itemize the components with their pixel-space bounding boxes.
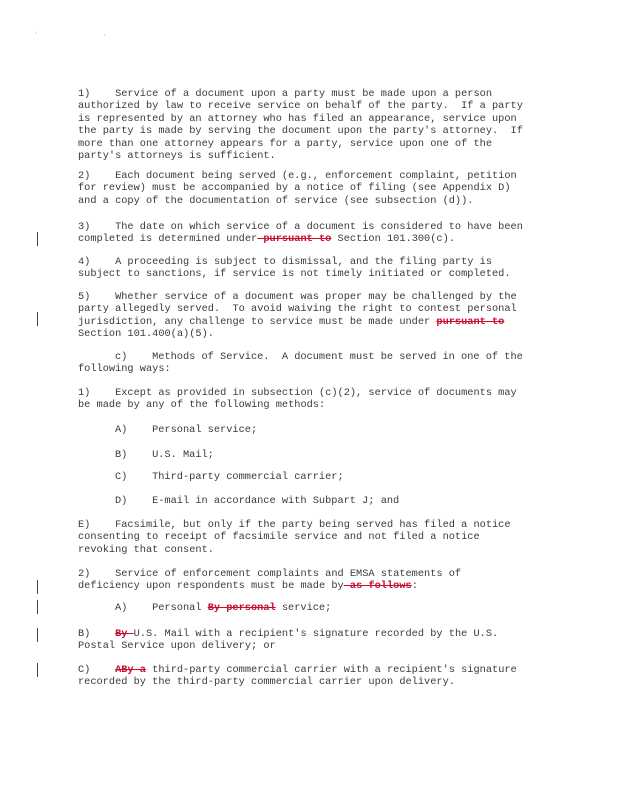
text-line: is represented by an attorney who has filed an appearance, service upon — [78, 112, 517, 125]
paragraph-3 — [78, 221, 546, 246]
text-run: U.S. Mail with a recipient's signature recorded by the U.S. — [133, 628, 499, 640]
text-line: 4) A proceeding is subject to dismissal, and the filing party is — [78, 256, 493, 268]
deleted-text: as follows — [343, 580, 412, 593]
text-line: be made by any of the following methods: — [78, 399, 326, 412]
deleted-text: By — [115, 628, 134, 640]
deleted-text: pursuant to — [436, 315, 505, 328]
paragraph-1 — [78, 88, 546, 162]
text-run: service; — [275, 602, 332, 614]
text-line: authorized by law to receive service on behalf of the party. If a party — [78, 100, 523, 113]
paragraph-5 — [78, 291, 546, 341]
list-item: C) Third-party commercial carrier; — [115, 471, 344, 483]
paragraph-c — [78, 351, 546, 376]
text-line — [78, 580, 546, 592]
text-line: 3) The date on which service of a document is considered to have been — [78, 221, 523, 233]
text-run: : — [411, 580, 418, 593]
paragraph-c2c — [78, 664, 546, 689]
text-run: third-party commercial carrier with a recipient's signature — [145, 664, 517, 676]
change-bar-c2a — [37, 600, 38, 614]
change-bar-c2b — [37, 628, 38, 642]
text-line: party's attorneys is sufficient. — [78, 150, 276, 163]
text-run: deficiency upon respondents must be made by — [78, 580, 344, 593]
paragraph-c2 — [78, 568, 546, 593]
text-run: jurisdiction, any challenge to service must be made under — [78, 315, 437, 328]
text-line: consenting to receipt of facsimile service and not filed a notice — [78, 531, 480, 544]
text-line: more than one attorney appears for a party, service upon one of the — [78, 137, 493, 150]
text-line: 2) Service of enforcement complaints and EMSA statements of — [78, 568, 462, 580]
text-line — [78, 316, 546, 328]
text-line: for review) must be accompanied by a notice of filing (see Appendix D) — [78, 182, 511, 195]
change-bar-c2c — [37, 663, 38, 677]
paragraph-2 — [78, 170, 546, 207]
change-bar-p5 — [37, 312, 38, 326]
corner-marks: ' · — [34, 32, 137, 40]
paragraph-4 — [78, 256, 546, 281]
text-line: 1) Except as provided in subsection (c)(2), service of documents may — [78, 387, 517, 399]
text-line: revoking that consent. — [78, 543, 214, 556]
text-run: completed is determined under — [78, 233, 258, 246]
text-run: B) — [78, 628, 116, 640]
text-line — [78, 664, 546, 676]
paragraph-c2b — [78, 628, 546, 653]
change-bar-p3 — [37, 232, 38, 246]
text-run: A) Personal — [115, 602, 208, 614]
list-item-c2a — [115, 602, 331, 614]
text-line: the party is made by serving the document upon the party's attorney. If — [78, 125, 523, 138]
text-line — [78, 233, 546, 245]
text-line: Section 101.400(a)(5). — [78, 328, 214, 341]
text-line — [78, 628, 546, 640]
text-line: Postal Service upon delivery; or — [78, 640, 276, 653]
paragraph-c1 — [78, 387, 546, 412]
text-line: recorded by the third-party commercial carrier upon delivery. — [78, 676, 455, 689]
list-item: A) Personal service; — [115, 424, 258, 436]
deleted-text: pursuant to — [257, 233, 332, 246]
deleted-text: ABy a — [115, 664, 146, 676]
deleted-text: By personal — [207, 602, 276, 614]
text-line: following ways: — [78, 363, 171, 376]
text-line: and a copy of the documentation of service (see subsection (d)). — [78, 194, 474, 207]
text-line: c) Methods of Service. A document must be served in one of the — [115, 351, 523, 363]
text-line: subject to sanctions, if service is not timely initiated or completed. — [78, 268, 511, 281]
list-item: D) E-mail in accordance with Subpart J; and — [115, 495, 400, 507]
paragraph-e — [78, 519, 546, 556]
text-line: 1) Service of a document upon a party must be made upon a person — [78, 88, 493, 100]
text-line: party allegedly served. To avoid waiving the right to contest personal — [78, 303, 517, 316]
text-line: 5) Whether service of a document was proper may be challenged by the — [78, 291, 517, 303]
change-bar-c2 — [37, 580, 38, 594]
list-item: B) U.S. Mail; — [115, 449, 214, 461]
text-run: Section 101.300(c). — [331, 233, 455, 246]
text-line: E) Facsimile, but only if the party being served has filed a notice — [78, 519, 511, 531]
text-run: C) — [78, 664, 116, 676]
text-line: 2) Each document being served (e.g., enforcement complaint, petition — [78, 170, 517, 182]
